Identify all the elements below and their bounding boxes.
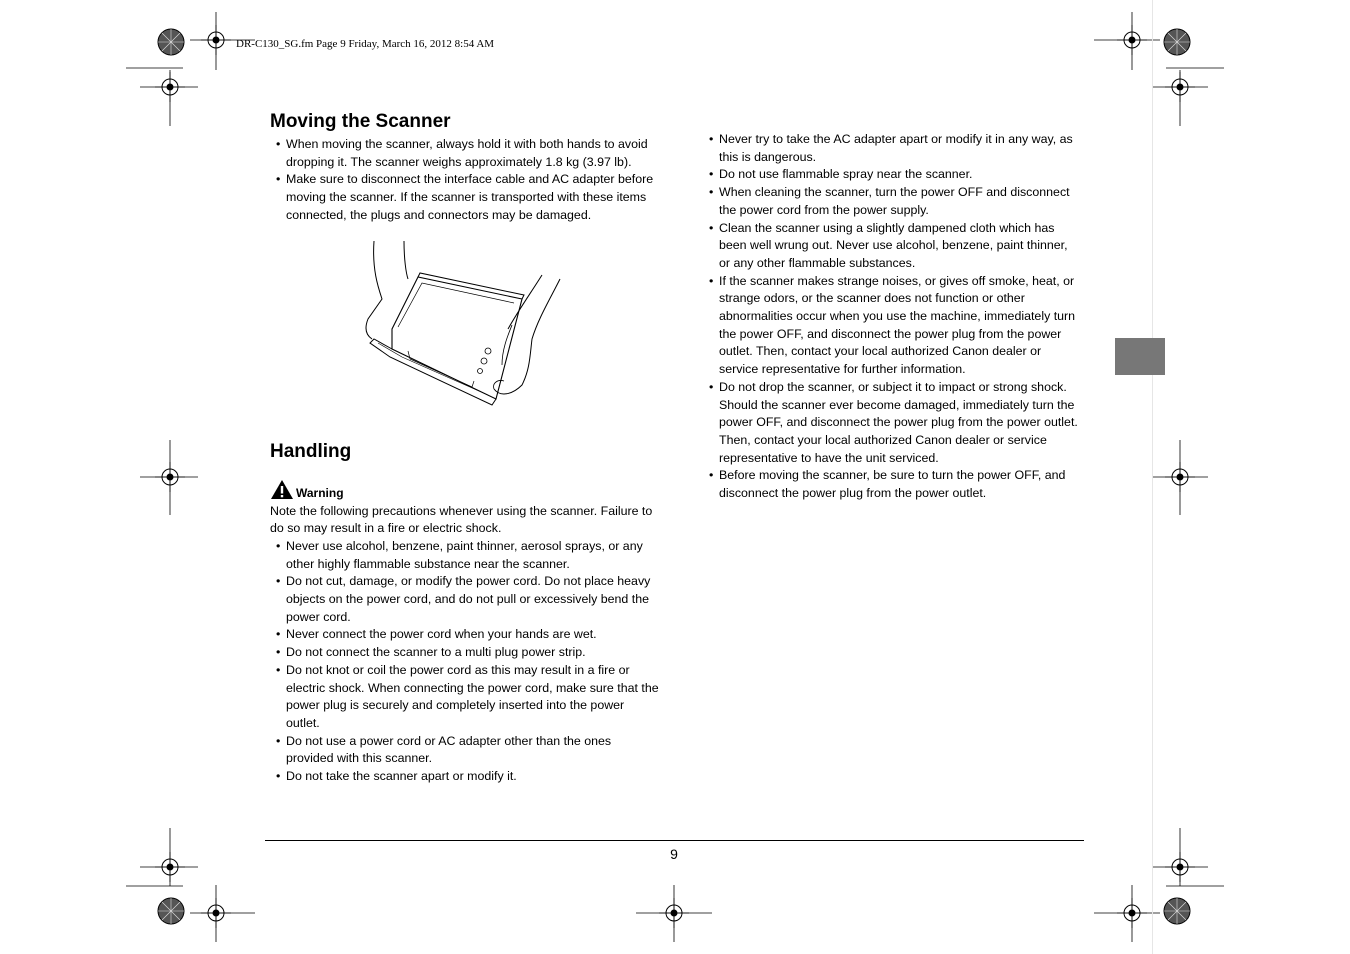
- footer-rule: [265, 840, 1084, 841]
- right-column: [703, 131, 1078, 503]
- warning-heading: [270, 478, 660, 500]
- list-item: • Do not take the scanner apart or modify it.: [270, 768, 660, 786]
- list-item: • Do not drop the scanner, or subject it to impact or strong shock. Should the scanner ever become damaged, immediately turn the power OFF, and disconnect the power plug from the power outlet. Then, contact your local authorized Canon dealer or service representative to have the unit serviced.: [703, 379, 1078, 468]
- list-item: • If the scanner makes strange noises, or gives off smoke, heat, or strange odors, or the scanner does not function or other abnormalities occur when you use the machine, immediately turn the power OFF, and disconnect the power plug from the power outlet. Then, contact your local authorized Canon dealer or service representative for further information.: [703, 273, 1078, 379]
- list-item: • Before moving the scanner, be sure to turn the power OFF, and disconnect the power plug from the power outlet.: [703, 467, 1078, 502]
- handling-list: [270, 538, 660, 786]
- list-item: • Do not knot or coil the power cord as this may result in a fire or electric shock. When connecting the power cord, make sure that the power plug is securely and completely inserted into the power outlet.: [270, 662, 660, 733]
- list-item: • Never connect the power cord when your hands are wet.: [270, 626, 660, 644]
- moving-list: [270, 136, 660, 225]
- left-column: [270, 110, 660, 786]
- list-item: • Do not use flammable spray near the scanner.: [703, 166, 1078, 184]
- list-item: • Do not connect the scanner to a multi plug power strip.: [270, 644, 660, 662]
- handling-list-continued: [703, 131, 1078, 503]
- list-item: • Never use alcohol, benzene, paint thinner, aerosol sprays, or any other highly flammable substance near the scanner.: [270, 538, 660, 573]
- section-title-handling: Handling: [270, 440, 352, 462]
- list-item: • When moving the scanner, always hold it with both hands to avoid dropping it. The scanner weighs approximately 1.8 kg (3.97 lb).: [270, 136, 660, 171]
- chapter-tab: [1115, 338, 1165, 375]
- warning-triangle-icon: [270, 479, 294, 500]
- section-title-moving: Moving the Scanner: [270, 111, 451, 132]
- list-item: • When cleaning the scanner, turn the power OFF and disconnect the power cord from the power supply.: [703, 184, 1078, 219]
- list-item: • Clean the scanner using a slightly dampened cloth which has been well wrung out. Never use alcohol, benzene, paint thinner, or any other flammable substances.: [703, 220, 1078, 273]
- list-item: • Do not cut, damage, or modify the power cord. Do not place heavy objects on the power cord, and do not pull or excessively bend the power cord.: [270, 573, 660, 626]
- list-item: • Make sure to disconnect the interface cable and AC adapter before moving the scanner. If the scanner is transported with these items connected, the plugs and connectors may be damaged.: [270, 171, 660, 224]
- list-item: • Do not use a power cord or AC adapter other than the ones provided with this scanner.: [270, 733, 660, 768]
- scanner-carry-illustration: [362, 239, 572, 409]
- page-edge-line: [1152, 0, 1153, 954]
- list-item: • Never try to take the AC adapter apart or modify it in any way, as this is dangerous.: [703, 131, 1078, 166]
- warning-intro: Note the following precautions whenever using the scanner. Failure to do so may result in a fire or electric shock.: [270, 503, 653, 536]
- print-slug: DR-C130_SG.fm Page 9 Friday, March 16, 2012 8:54 AM: [236, 38, 495, 50]
- page-number: 9: [670, 846, 678, 862]
- warning-label: Warning: [296, 485, 344, 500]
